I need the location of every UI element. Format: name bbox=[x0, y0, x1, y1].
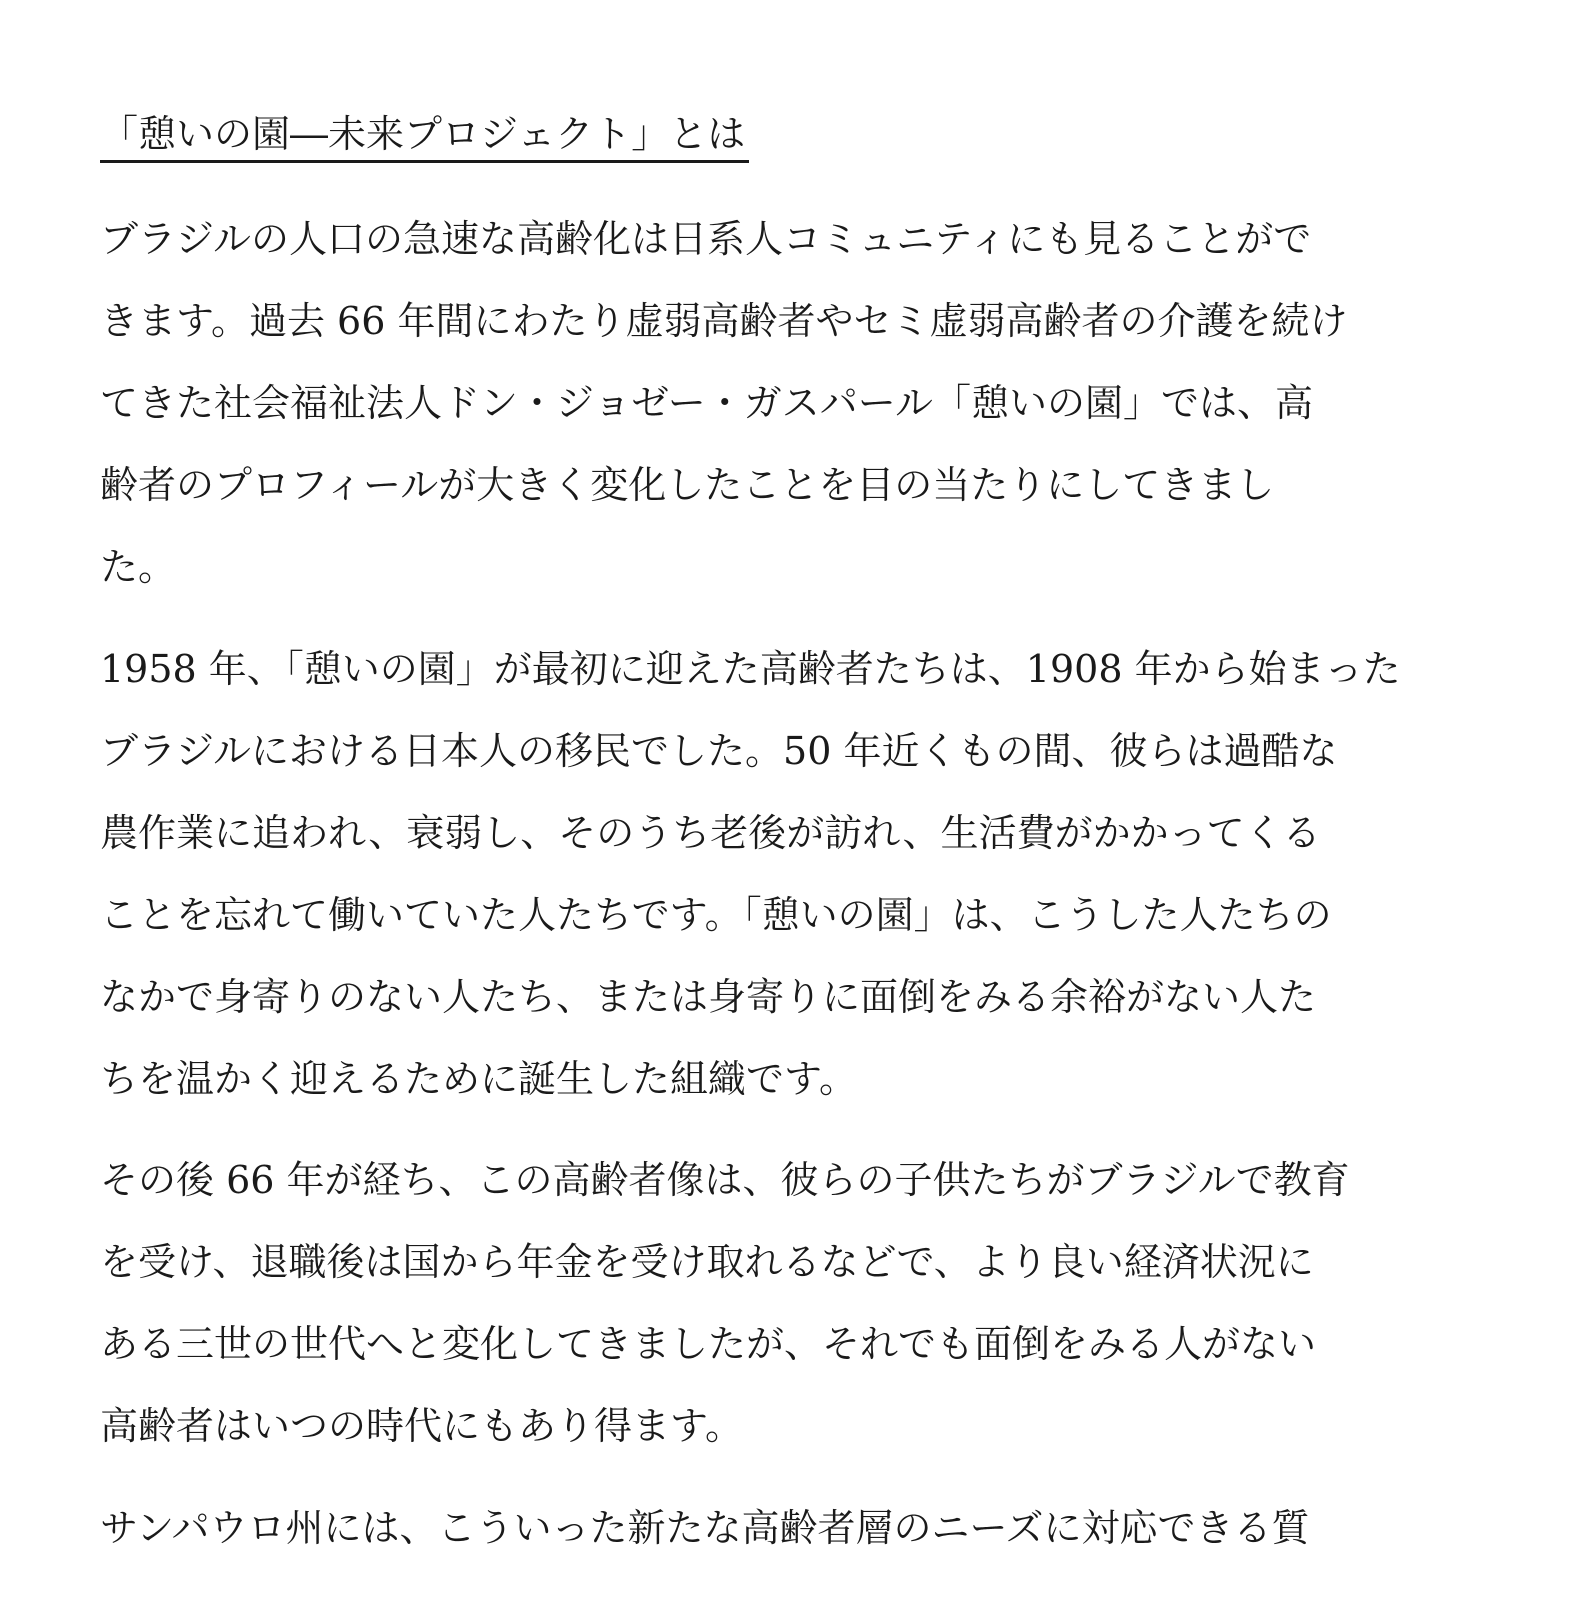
paragraph-1 bbox=[100, 198, 1500, 608]
paragraph-line: サンパウロ州には、こういった新たな高齢者層のニーズに対応できる質 bbox=[100, 1506, 1310, 1550]
paragraph-line: 1958 年、「憩いの園」が最初に迎えた高齢者たちは、1908 年から始まった bbox=[100, 647, 1401, 691]
paragraph-line: を受け、退職後は国から年金を受け取れるなどで、より良い経済状況に bbox=[100, 1240, 1314, 1284]
paragraph-line: 高齢者はいつの時代にもあり得ます。 bbox=[100, 1404, 743, 1448]
paragraph-line: 農作業に追われ、衰弱し、そのうち老後が訪れ、生活費がかかってくる bbox=[100, 811, 1321, 855]
paragraph-line: ことを忘れて働いていた人たちです。「憩いの園」は、こうした人たちの bbox=[100, 893, 1332, 937]
section-heading: 「憩いの園―未来プロジェクト」とは bbox=[100, 108, 749, 163]
paragraph-3 bbox=[100, 1139, 1500, 1467]
paragraph-line: た。 bbox=[100, 545, 177, 589]
paragraph-line: きます。過去 66 年間にわたり虚弱高齢者やセミ虚弱高齢者の介護を続け bbox=[100, 299, 1348, 343]
paragraph-line: ちを温かく迎えるために誕生した組織です。 bbox=[100, 1057, 857, 1101]
paragraph-line: ブラジルにおける日本人の移民でした。50 年近くもの間、彼らは過酷な bbox=[100, 729, 1338, 773]
paragraph-4 bbox=[100, 1487, 1500, 1569]
paragraph-line: 齢者のプロフィールが大きく変化したことを目の当たりにしてきまし bbox=[100, 463, 1275, 507]
paragraph-line: なかで身寄りのない人たち、または身寄りに面倒をみる余裕がない人た bbox=[100, 975, 1317, 1019]
paragraph-line: ブラジルの人口の急速な高齢化は日系人コミュニティにも見ることがで bbox=[100, 217, 1312, 261]
paragraph-line: ある三世の世代へと変化してきましたが、それでも面倒をみる人がない bbox=[100, 1322, 1317, 1366]
paragraph-line: てきた社会福祉法人ドン・ジョゼー・ガスパール「憩いの園」では、高 bbox=[100, 381, 1313, 425]
paragraph-line: その後 66 年が経ち、この高齢者像は、彼らの子供たちがブラジルで教育 bbox=[100, 1158, 1350, 1202]
paragraph-2 bbox=[100, 628, 1500, 1120]
